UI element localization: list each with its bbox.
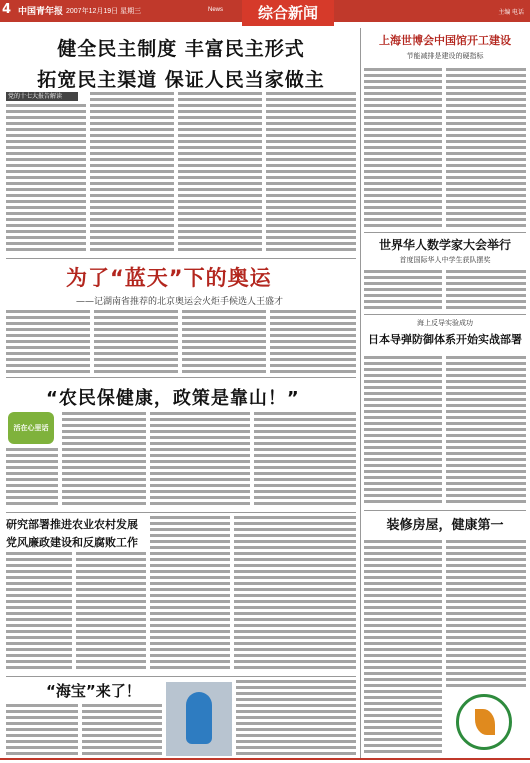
page-number: 4 [2,2,12,17]
expo-headline-block [364,32,526,64]
right-column-rule [360,28,361,758]
feature-body-col1 [6,310,90,374]
farmer-logo-text: 活在心里话 [13,424,49,432]
farmer-divider [6,512,356,513]
math-body-col1 [364,270,442,310]
feature-subtitle: ——记湖南省推荐的北京奥运会火炬手候选人王盛才 [76,297,284,306]
math-divider [364,314,526,315]
masthead [0,0,530,28]
feature-divider [6,377,356,378]
math-subtitle: 首度国际华人中学生获队摆奖 [399,256,491,264]
math-title: 世界华人数学家大会举行 [378,238,511,252]
lead-title-line2: 拓宽民主渠道 保证人民当家做主 [37,69,325,88]
math-body-col2 [446,270,526,310]
issue-date: 2007年12月19日 星期三 [66,8,142,15]
haibao-body-col1 [6,704,78,756]
expo-body-col1 [364,68,442,228]
agri-body-col1 [6,552,72,672]
japan-body-col2 [446,356,526,506]
agri-headline-block [6,516,146,548]
japan-kicker: 海上反导实验成功 [417,319,473,327]
farmer-body-col3 [150,412,250,508]
expo-title: 上海世博会中国馆开工建设 [379,34,511,47]
editor-info: 主编 电话 [498,10,524,16]
newspaper-brand: 中国青年报 [18,7,64,17]
farmer-body-col1 [6,448,58,508]
footer-rule [0,758,530,760]
haibao-photo [166,682,232,756]
agri-body-col4 [234,516,356,672]
math-headline-block [364,236,526,266]
feature-body-col2 [94,310,178,374]
agri-body-col3 [150,516,230,672]
expo-divider [364,232,526,233]
agri-body-col2 [76,552,146,672]
decor-logo [456,694,512,750]
lead-kicker-text: 党的十七大报告解读 [8,93,63,100]
farmer-body-col4 [254,412,356,508]
expo-subtitle: 节能减排是建设的硬指标 [406,52,484,60]
lead-body-col4 [266,92,356,254]
agri-divider [6,676,356,677]
farmer-headline-block [6,380,356,410]
lead-headline-block [6,30,356,88]
haibao-body-col2 [82,704,162,756]
farmer-title: “农民保健康，政策是靠山！” [46,388,300,409]
farmer-body-col2 [62,412,146,508]
lead-title-line1: 健全民主制度 丰富民主形式 [57,38,305,60]
feature-body-col3 [182,310,266,374]
japan-divider [364,510,526,511]
haibao-body-col3 [236,680,356,756]
expo-body-col2 [446,68,526,228]
decor-headline-block [364,514,526,538]
agri-subtitle: 党风廉政建设和反腐败工作 [6,536,138,548]
japan-headline-block [364,318,526,352]
decor-title: 装修房屋，健康第一 [386,518,504,533]
haibao-headline-block [6,680,156,702]
lead-body-col2 [90,92,174,254]
decor-body-col1 [364,540,442,756]
feature-headline-block [6,262,356,306]
japan-body-col1 [364,356,442,506]
agri-title: 研究部署推进农业农村发展 [6,518,138,531]
lead-divider [6,258,356,259]
section-title: 综合新闻 [242,0,334,26]
lead-body-col3 [178,92,262,254]
lead-body-col1 [6,104,86,254]
haibao-mascot-icon [186,692,212,744]
farmer-logo [8,412,54,444]
feature-title: 为了“蓝天”下的奥运 [66,266,272,290]
japan-title: 日本导弹防御体系开始实战部署 [368,333,522,346]
haibao-title: “海宝”来了！ [46,682,141,700]
feature-body-col4 [270,310,356,374]
lead-kicker [6,92,78,101]
leaf-icon [475,709,495,735]
decor-body-col2 [446,540,526,690]
news-label: News [208,7,224,13]
